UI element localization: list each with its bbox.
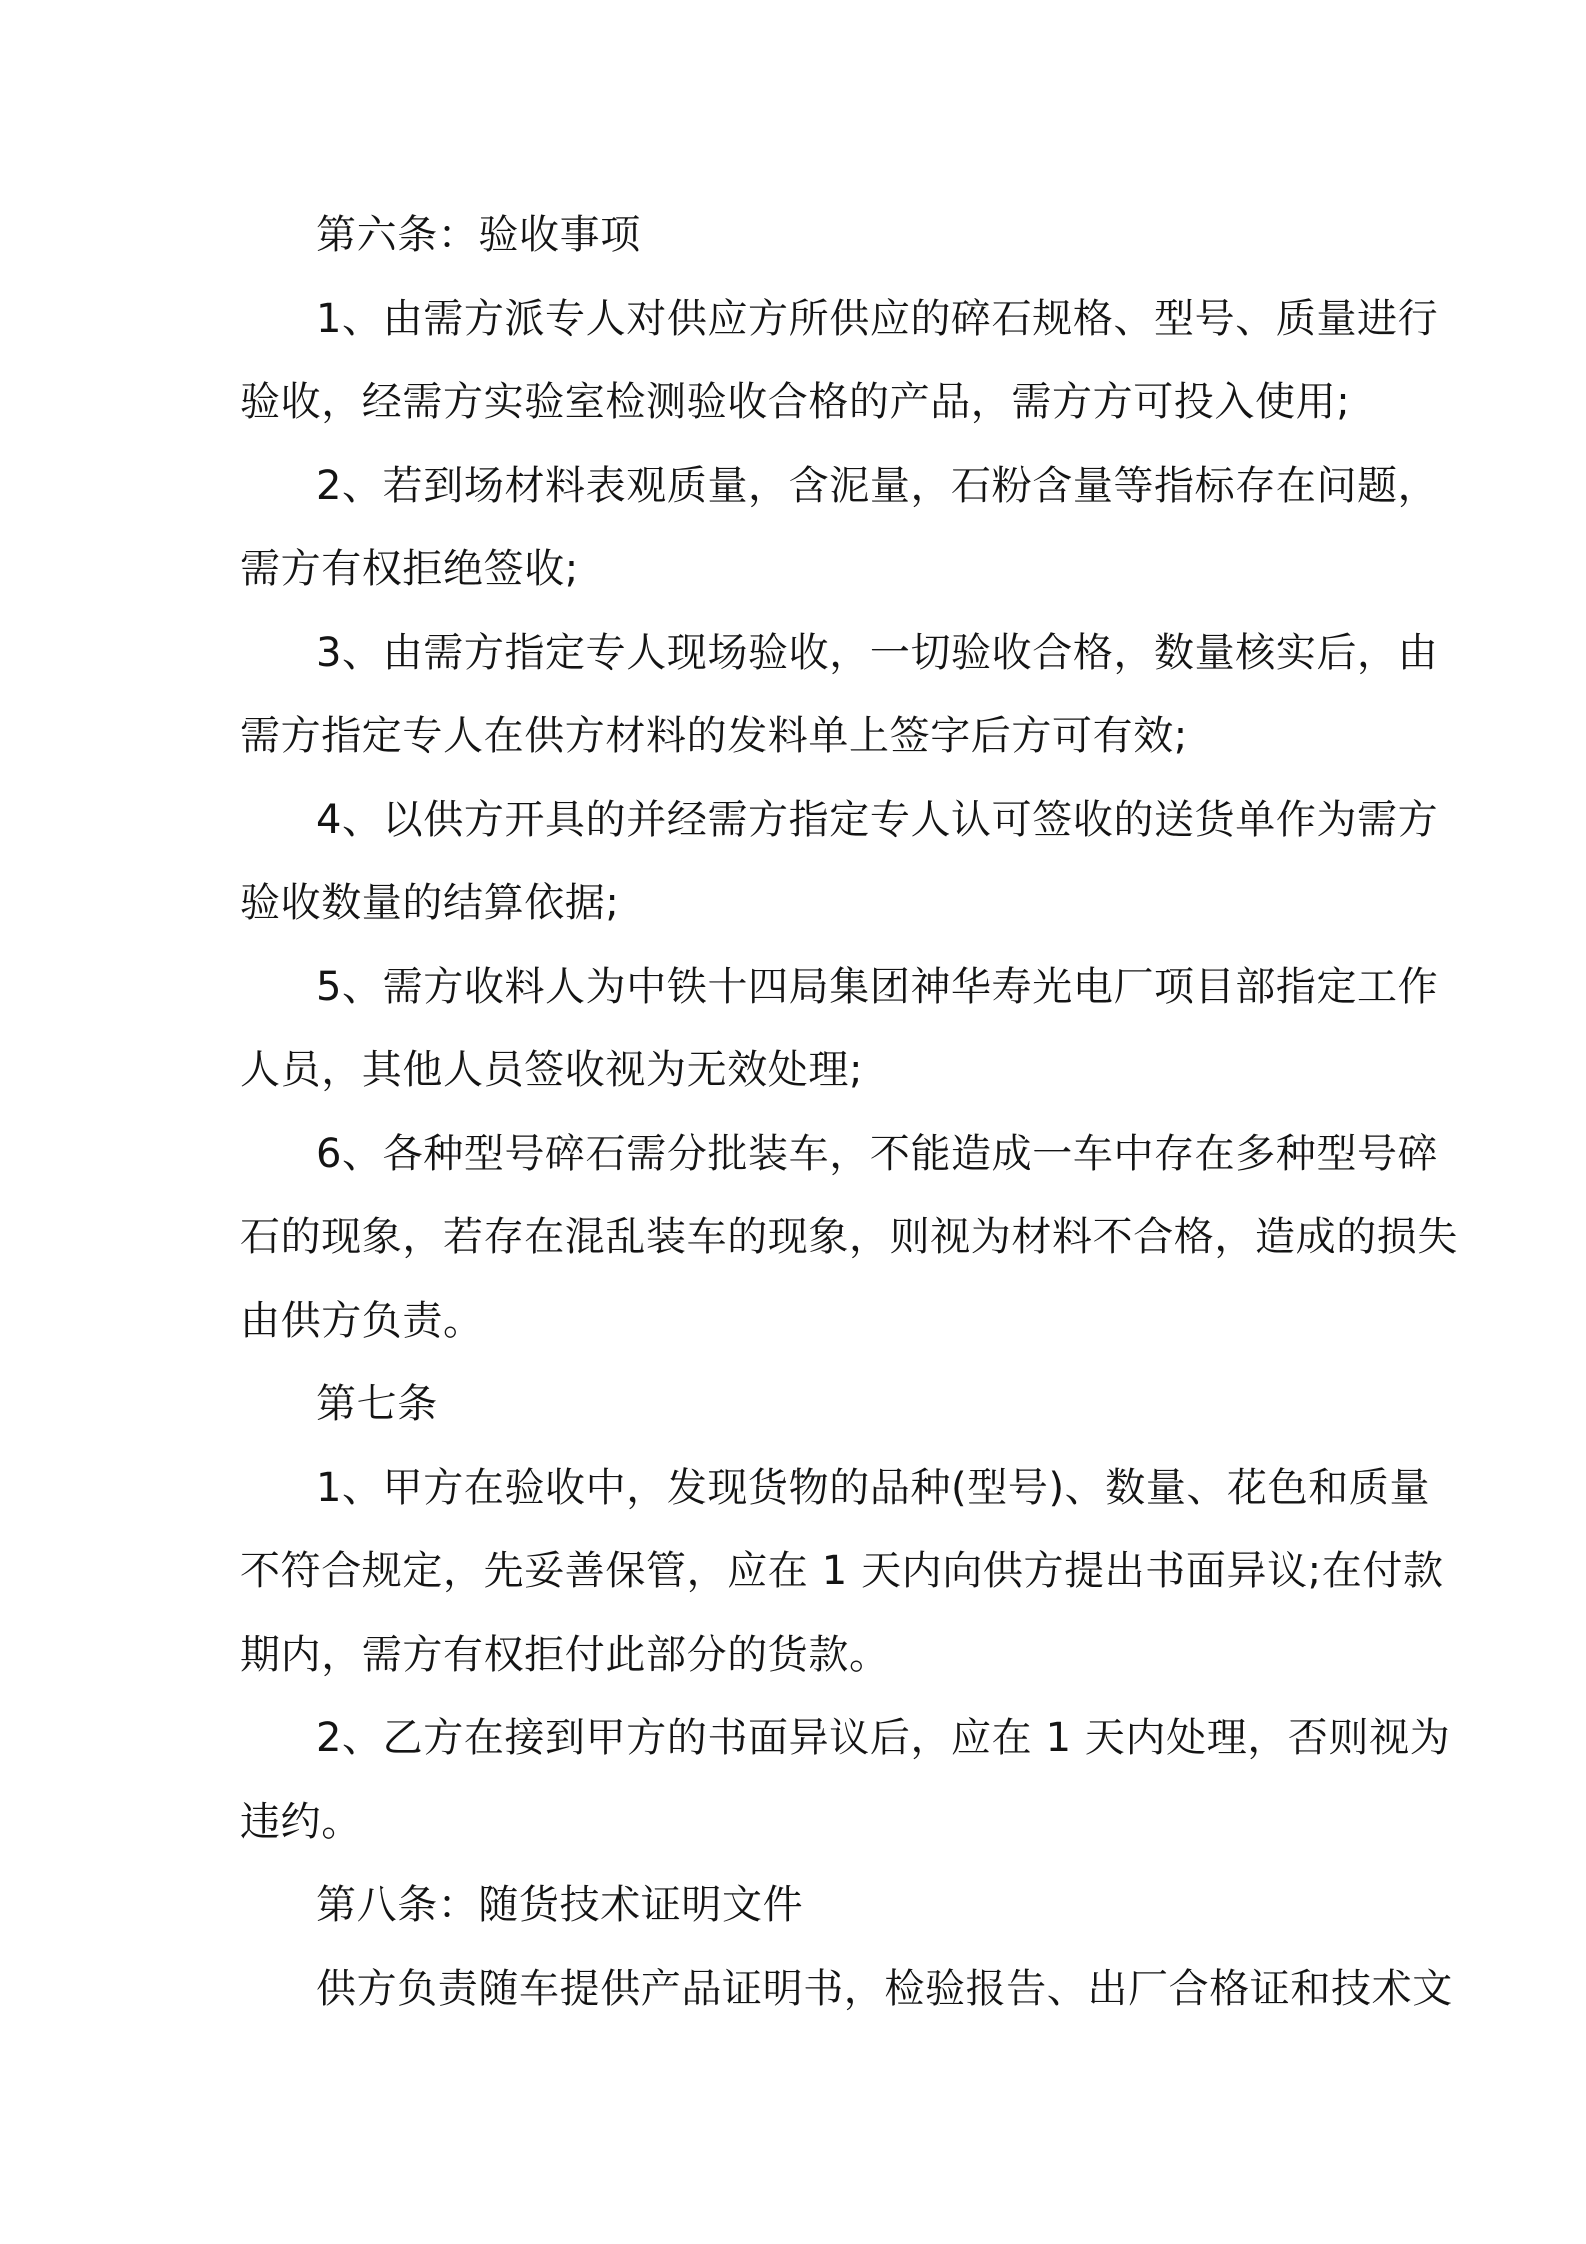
paragraph-line: 需方有权拒绝签收; [240,546,579,592]
paragraph-line: 由供方负责。 [240,1297,484,1344]
paragraph-line: 需方指定专人在供方材料的发料单上签字后方可有效; [240,713,1188,759]
paragraph-line: 6、各种型号碎石需分批装车，不能造成一车中存在多种型号碎 [316,1130,1439,1177]
paragraph-line: 供方负责随车提供产品证明书，检验报告、出厂合格证和技术文 [316,1965,1453,2012]
paragraph-line: 2、乙方在接到甲方的书面异议后，应在 1 天内处理，否则视为 [316,1715,1451,1761]
paragraph-line: 验收数量的结算依据; [240,880,620,926]
paragraph-line: 2、若到场材料表观质量，含泥量，石粉含量等指标存在问题， [316,462,1439,509]
paragraph-line: 石的现象，若存在混乱装车的现象，则视为材料不合格，造成的损失 [240,1214,1458,1260]
paragraph-line: 不符合规定，先妥善保管，应在 1 天内向供方提出书面异议;在付款 [240,1548,1444,1594]
paragraph-line: 人员，其他人员签收视为无效处理; [240,1047,864,1093]
paragraph-line: 1、甲方在验收中，发现货物的品种(型号)、数量、花色和质量 [316,1464,1431,1511]
paragraph-line: 3、由需方指定专人现场验收，一切验收合格，数量核实后，由 [316,629,1439,676]
paragraph-line: 5、需方收料人为中铁十四局集团神华寿光电厂项目部指定工作 [316,963,1439,1010]
article-8-heading: 第八条：随货技术证明文件 [316,1882,804,1928]
paragraph-line: 4、以供方开具的并经需方指定专人认可签收的送货单作为需方 [316,796,1439,843]
paragraph-line: 1、由需方派专人对供应方所供应的碎石规格、型号、质量进行 [316,295,1439,342]
article-6-heading: 第六条：验收事项 [316,212,641,258]
paragraph-line: 期内，需方有权拒付此部分的货款。 [240,1631,890,1678]
article-7-heading: 第七条 [316,1381,438,1427]
paragraph-line: 违约。 [240,1798,362,1845]
document-body [240,194,1458,2031]
paragraph-line: 验收，经需方实验室检测验收合格的产品，需方方可投入使用; [240,379,1351,425]
